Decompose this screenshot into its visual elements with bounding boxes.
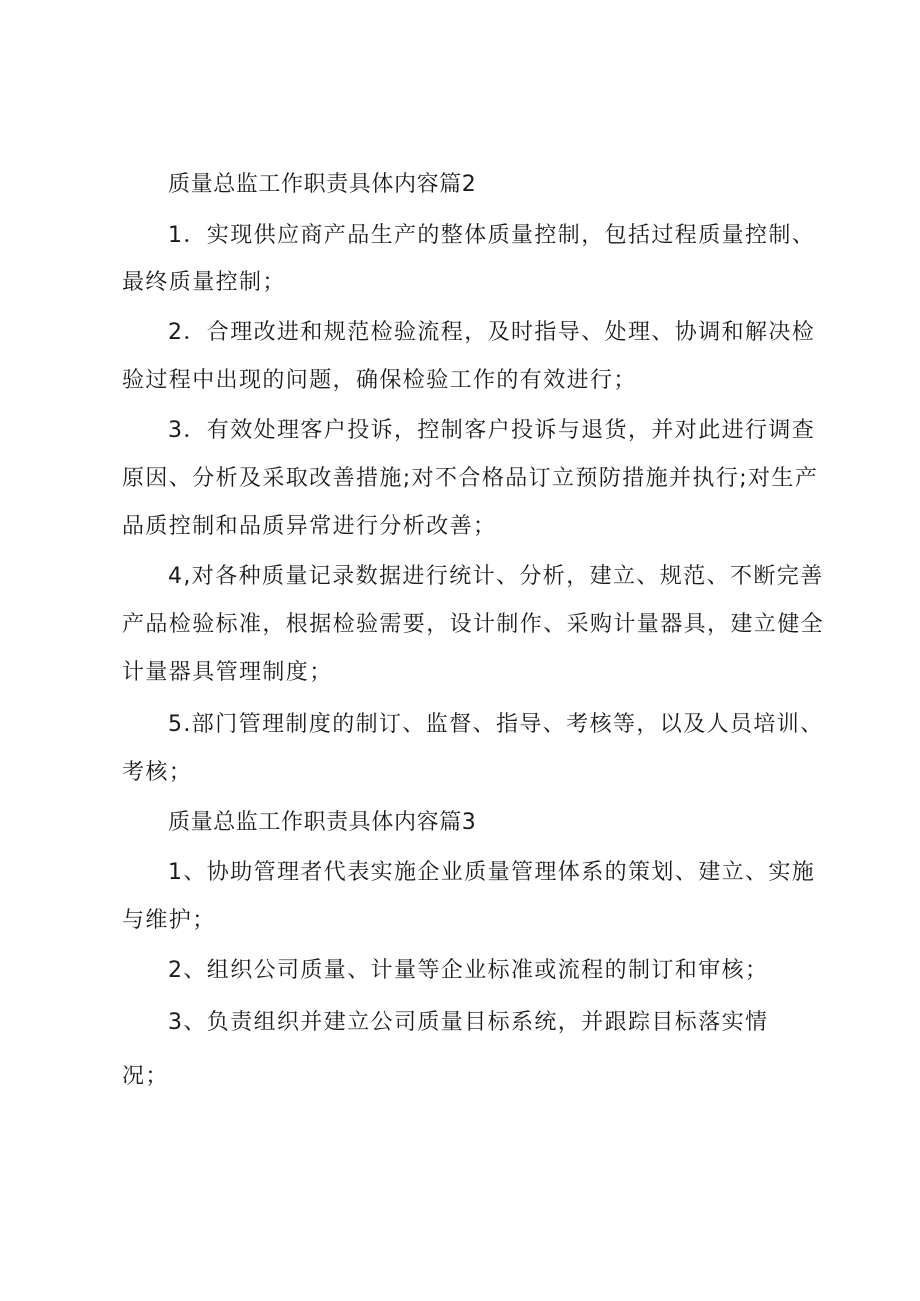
item-b2-line-1: 2、组织公司质量、计量等企业标准或流程的制订和审核；	[168, 958, 769, 983]
item-2-line-1: 2．合理改进和规范检验流程，及时指导、处理、协调和解决检	[168, 320, 816, 345]
item-3-line-2: 原因、分析及采取改善措施;对不合格品订立预防措施并执行;对生产	[122, 466, 819, 491]
item-b1-line-2: 与维护；	[122, 908, 216, 933]
item-1-line-2: 最终质量控制；	[122, 270, 286, 295]
item-2-line-2: 验过程中出现的问题，确保检验工作的有效进行；	[122, 368, 637, 393]
item-4-line-2: 产品检验标准，根据检验需要，设计制作、采购计量器具，建立健全	[122, 612, 825, 637]
item-b3-line-2: 况；	[122, 1064, 169, 1089]
item-5-line-1: 5.部门管理制度的制订、监督、指导、考核等，以及人员培训、	[168, 712, 824, 737]
item-b3-line-1: 3、负责组织并建立公司质量目标系统，并跟踪目标落实情	[168, 1010, 769, 1035]
item-b1-line-1: 1、协助管理者代表实施企业质量管理体系的策划、建立、实施	[168, 860, 816, 885]
item-3-line-3: 品质控制和品质异常进行分析改善；	[122, 514, 497, 539]
item-4-line-1: 4,对各种质量记录数据进行统计、分析，建立、规范、不断完善	[168, 564, 824, 589]
item-1-line-1: 1．实现供应商产品生产的整体质量控制，包括过程质量控制、	[168, 223, 816, 248]
item-3-line-1: 3．有效处理客户投诉，控制客户投诉与退货，并对此进行调查	[168, 418, 816, 443]
section-heading-2: 质量总监工作职责具体内容篇2	[168, 172, 477, 197]
item-4-line-3: 计量器具管理制度；	[122, 660, 333, 685]
section-heading-3: 质量总监工作职责具体内容篇3	[168, 810, 477, 835]
item-5-line-2: 考核；	[122, 760, 193, 785]
